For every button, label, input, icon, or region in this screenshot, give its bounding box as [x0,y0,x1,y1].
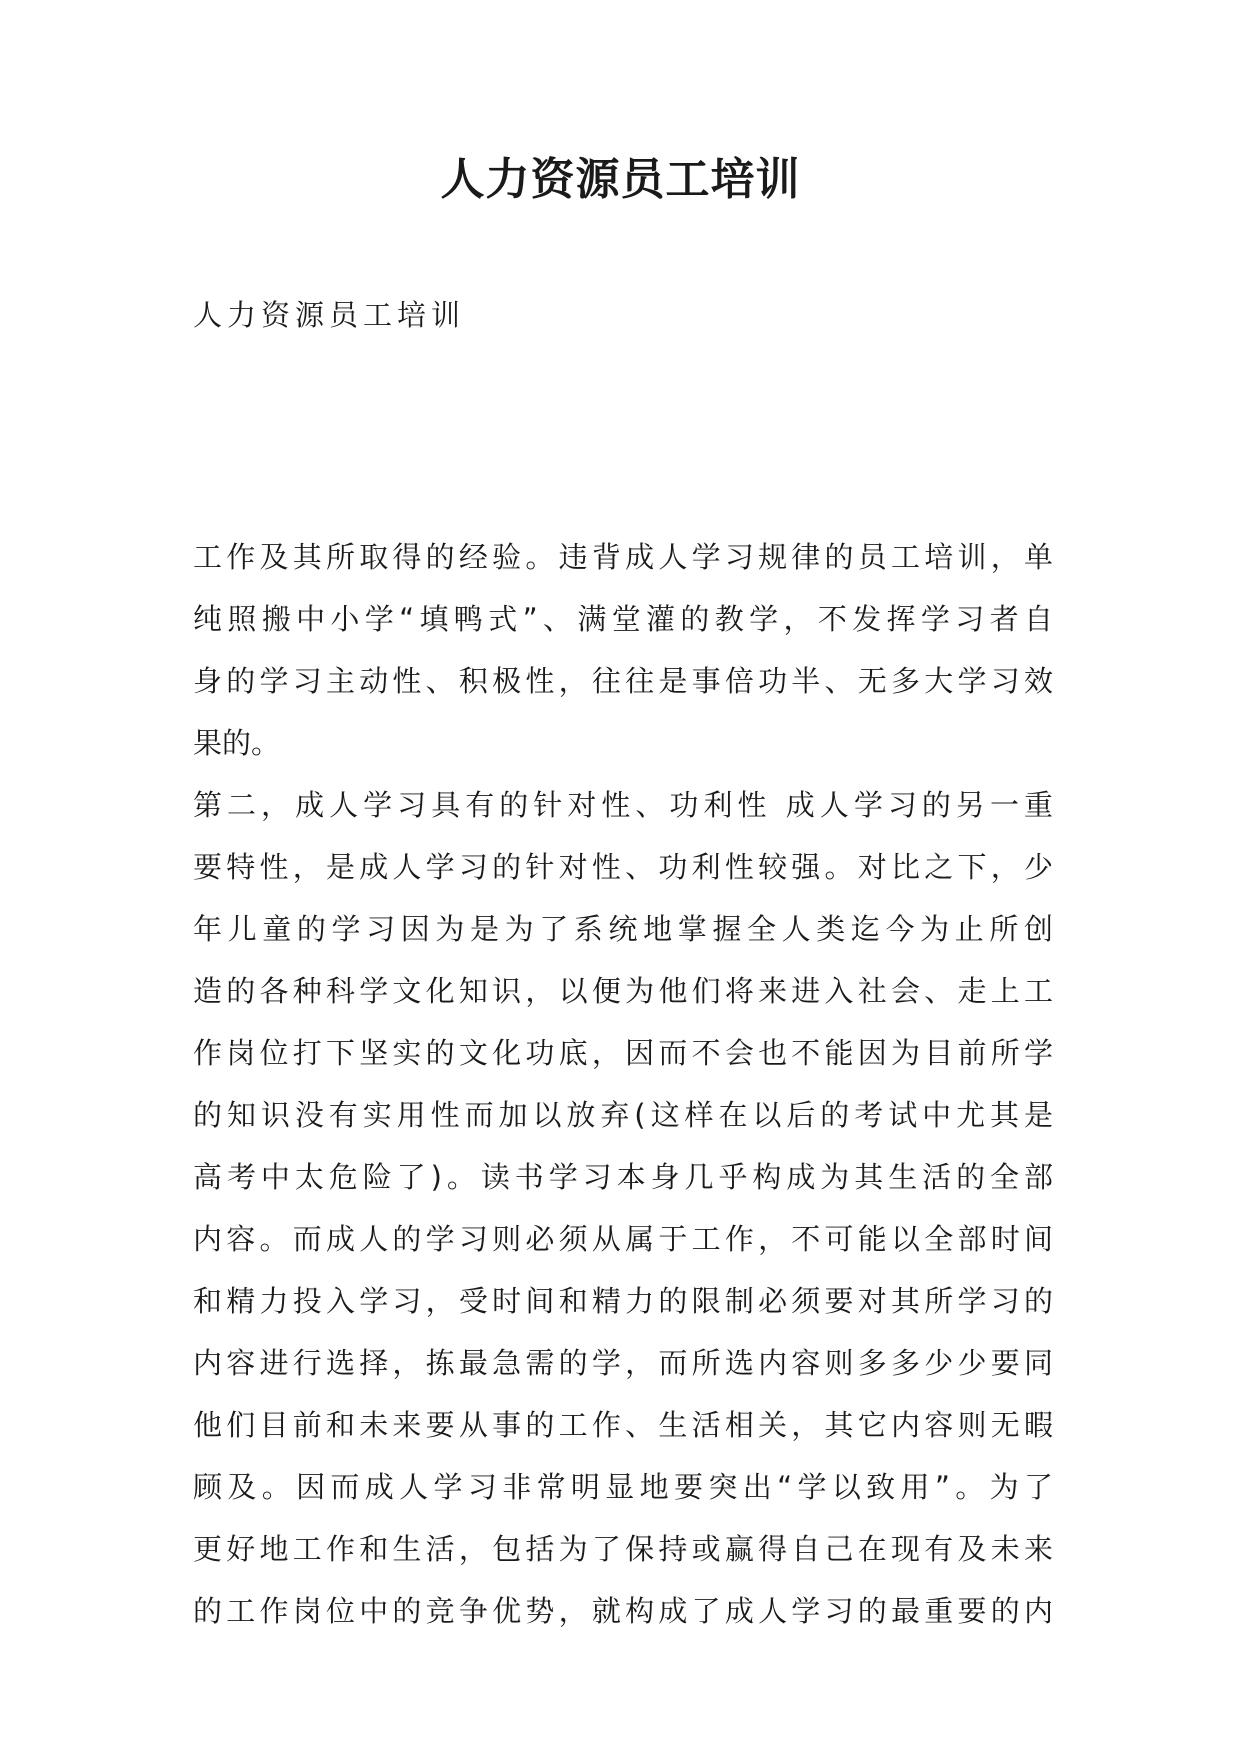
body-text [193,526,1053,1642]
body-line: 纯照搬中小学“填鸭式”、满堂灌的教学，不发挥学习者自 [193,602,1053,636]
body-line: 和精力投入学习，受时间和精力的限制必须要对其所学习的 [193,1284,1053,1318]
body-line: 他们目前和未来要从事的工作、生活相关，其它内容则无暇 [193,1408,1053,1442]
body-line: 更好地工作和生活，包括为了保持或赢得自己在现有及未来 [193,1532,1053,1566]
body-line: 第二，成人学习具有的针对性、功利性 成人学习的另一重 [193,788,1053,822]
body-line: 年儿童的学习因为是为了系统地掌握全人类迄今为止所创 [193,912,1053,946]
body-line: 内容进行选择，拣最急需的学，而所选内容则多多少少要同 [193,1346,1053,1380]
body-line: 身的学习主动性、积极性，往往是事倍功半、无多大学习效 [193,664,1053,698]
body-line: 作岗位打下坚实的文化功底，因而不会也不能因为目前所学 [193,1036,1053,1070]
body-line: 的工作岗位中的竞争优势，就构成了成人学习的最重要的内 [193,1594,1053,1628]
body-line: 工作及其所取得的经验。违背成人学习规律的员工培训，单 [193,540,1053,574]
document-title: 人力资源员工培训 [440,154,801,205]
body-line: 的知识没有实用性而加以放弃(这样在以后的考试中尤其是 [193,1098,1053,1132]
body-line: 要特性，是成人学习的针对性、功利性较强。对比之下，少 [193,850,1053,884]
document-subtitle: 人力资源员工培训 [193,298,466,332]
body-line: 顾及。因而成人学习非常明显地要突出“学以致用”。为了 [193,1470,1053,1504]
body-line: 高考中太危险了)。读书学习本身几乎构成为其生活的全部 [193,1160,1053,1194]
body-line: 造的各种科学文化知识，以便为他们将来进入社会、走上工 [193,974,1053,1008]
body-line: 果的。 [193,726,281,760]
body-line: 内容。而成人的学习则必须从属于工作，不可能以全部时间 [193,1222,1053,1256]
